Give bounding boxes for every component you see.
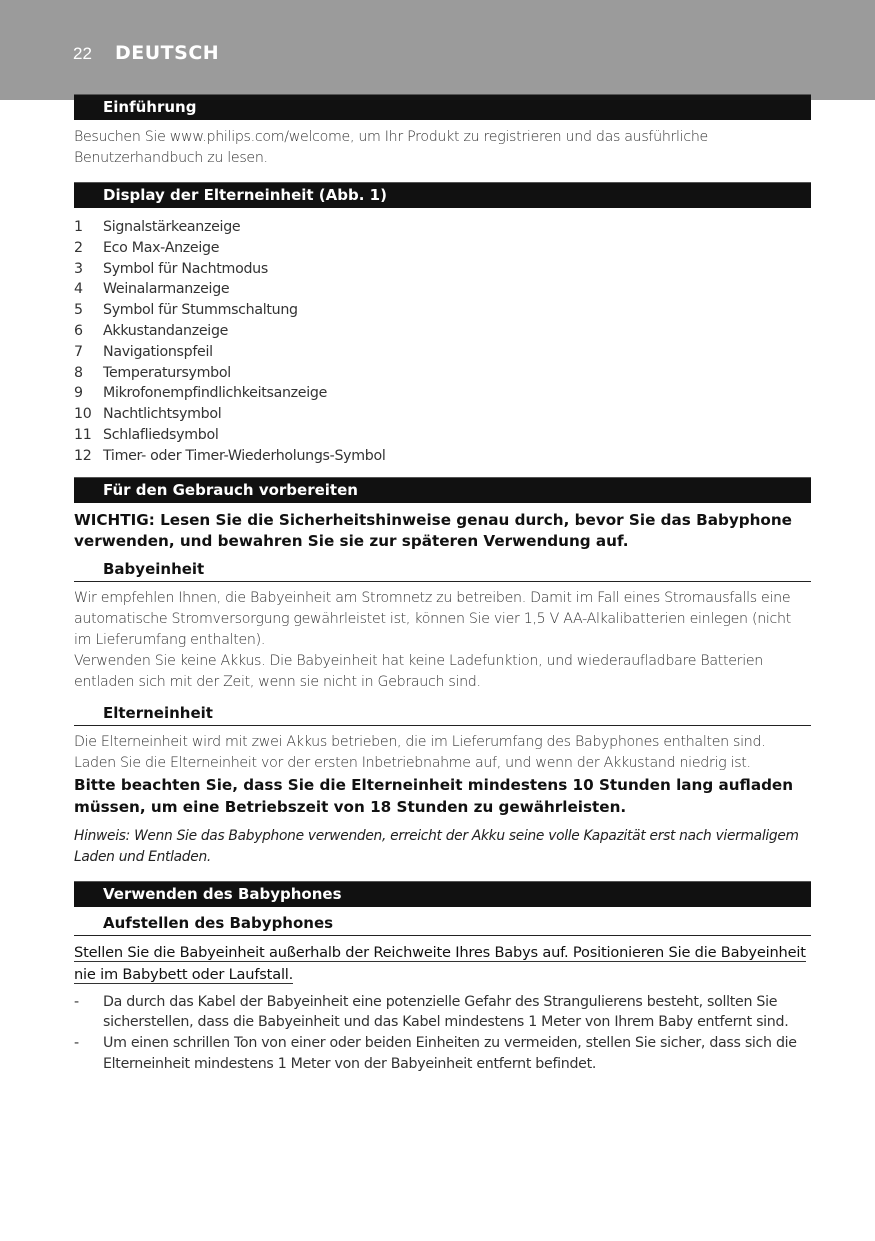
baby-unit-text-2: Verwenden Sie keine Akkus. Die Babyeinheit hat keine Ladefunktion, und wiederaufladbare Batterien entladen sich mit der Zeit, wenn sie nicht in Gebrauch sind. bbox=[74, 652, 763, 690]
list-item: 1 Signalstärkeanzeige bbox=[74, 219, 241, 235]
section-bar-display: Display der Elterneinheit (Abb. 1) bbox=[74, 182, 811, 208]
subheading-parent-unit: Elterneinheit bbox=[74, 701, 811, 726]
display-list bbox=[74, 217, 811, 467]
important-notice: WICHTIG: Lesen Sie die Sicherheitshinweise genau durch, bevor Sie das Babyphone verwenden, und bewahren Sie sie zur späteren Verwendung auf. bbox=[74, 510, 792, 550]
list-item: 8 Temperatursymbol bbox=[74, 364, 231, 381]
parent-unit-text: Die Elterneinheit wird mit zwei Akkus betrieben, die im Lieferumfang des Babyphones enthalten sind. Laden Sie die Elterneinheit vor der ersten Inbetriebnahme auf, und wenn der Akkustand niedrig ist. bbox=[74, 733, 766, 771]
list-item: 7 Navigationspfeil bbox=[74, 343, 213, 360]
list-item: 9 Mikrofonempfindlichkeitsanzeige bbox=[74, 385, 328, 402]
setup-bullets bbox=[74, 992, 811, 1075]
list-item: 4 Weinalarmanzeige bbox=[74, 281, 230, 298]
parent-unit-note: Hinweis: Wenn Sie das Babyphone verwenden, erreicht der Akku seine volle Kapazität erst nach viermaligem Laden und Entladen. bbox=[74, 827, 799, 865]
intro-text: Besuchen Sie www.philips.com/welcome, um Ihr Produkt zu registrieren und das ausführliche Benutzerhandbuch zu lesen. bbox=[74, 129, 708, 166]
subheading-baby-unit: Babyeinheit bbox=[74, 557, 811, 582]
page-number: 22 bbox=[73, 44, 92, 63]
language-title: DEUTSCH bbox=[115, 42, 220, 64]
baby-unit-text-1: Wir empfehlen Ihnen, die Babyeinheit am Stromnetz zu betreiben. Damit im Fall eines Stromausfalls eine automatische Stromversorgung gewährleistet ist, können Sie vier 1,5 V AA-Alkalibatterien einlegen (nicht im Lieferumfang enthalten). bbox=[74, 589, 791, 648]
section-bar-prepare: Für den Gebrauch vorbereiten bbox=[74, 477, 811, 503]
list-item: - Um einen schrillen Ton von einer oder beiden Einheiten zu vermeiden, stellen Sie sicher, dass sich die Elterneinheit mindestens 1 Meter von der Babyeinheit entfernt befindet. bbox=[74, 1035, 797, 1072]
list-item: - Da durch das Kabel der Babyeinheit eine potenzielle Gefahr des Strangulierens besteht, sollten Sie sicherstellen, dass die Babyeinheit und das Kabel mindestens 1 Meter von Ihrem Baby entfernt sind. bbox=[74, 993, 789, 1031]
list-item: 12 Timer- oder Timer-Wiederholungs-Symbol bbox=[74, 447, 386, 464]
list-item: 11 Schlafliedsymbol bbox=[74, 426, 219, 443]
list-item: 5 Symbol für Stummschaltung bbox=[74, 302, 298, 319]
subheading-setup: Aufstellen des Babyphones bbox=[74, 911, 811, 936]
list-item: 3 Symbol für Nachtmodus bbox=[74, 260, 268, 277]
list-item: 6 Akkustandanzeige bbox=[74, 322, 229, 339]
section-bar-intro: Einführung bbox=[74, 94, 811, 120]
page-content bbox=[74, 94, 811, 1075]
list-item: 2 Eco Max-Anzeige bbox=[74, 239, 220, 256]
header-band bbox=[0, 0, 875, 100]
section-bar-use: Verwenden des Babyphones bbox=[74, 881, 811, 907]
list-item: 10 Nachtlichtsymbol bbox=[74, 406, 222, 423]
parent-unit-bold-text: Bitte beachten Sie, dass Sie die Elterneinheit mindestens 10 Stunden lang aufladen müssen, um eine Betriebszeit von 18 Stunden zu gewährleisten. bbox=[74, 775, 794, 816]
setup-warning: Stellen Sie die Babyeinheit außerhalb der Reichweite Ihres Babys auf. Positionieren Sie die Babyeinheit nie im Babybett oder Laufstall. bbox=[74, 943, 806, 983]
